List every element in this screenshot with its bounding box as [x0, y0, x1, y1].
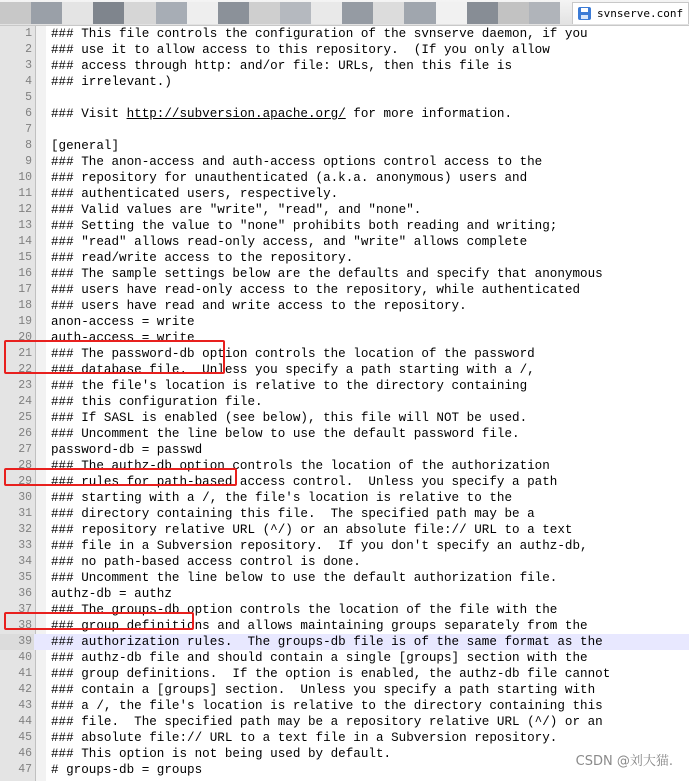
- line-number: 25: [18, 411, 32, 424]
- line-text: password-db = passwd: [51, 443, 203, 457]
- blurred-tab-block: [249, 2, 280, 24]
- line-number: 38: [18, 619, 32, 632]
- line-text: ### use it to allow access to this repository. (If you only allow: [51, 43, 550, 57]
- code-line[interactable]: [0, 234, 689, 250]
- line-text: auth-access = write: [51, 331, 195, 345]
- line-text: ### Valid values are "write", "read", and "none".: [51, 203, 422, 217]
- code-editor[interactable]: [0, 26, 689, 781]
- line-text: ### a /, the file's location is relative to the directory containing this: [51, 699, 603, 713]
- code-line[interactable]: [0, 698, 689, 714]
- line-text: ### irrelevant.): [51, 75, 172, 89]
- line-text: ### users have read and write access to the repository.: [51, 299, 467, 313]
- line-number: 6: [25, 107, 32, 120]
- blurred-tab-block: [0, 2, 31, 24]
- line-number: 9: [25, 155, 32, 168]
- code-line[interactable]: [0, 570, 689, 586]
- blurred-tab-block: [156, 2, 187, 24]
- line-number: 12: [18, 203, 32, 216]
- line-text: ### The authz-db option controls the location of the authorization: [51, 459, 550, 473]
- code-line[interactable]: [0, 314, 689, 330]
- line-number: 32: [18, 523, 32, 536]
- blurred-tab-block: [31, 2, 62, 24]
- line-text: ### group definitions and allows maintaining groups separately from the: [51, 619, 588, 633]
- line-number: 40: [18, 651, 32, 664]
- blurred-tab-block: [342, 2, 373, 24]
- line-number: 24: [18, 395, 32, 408]
- code-line[interactable]: [0, 170, 689, 186]
- highlight-box-authz-db: [4, 612, 194, 630]
- line-text: ### rules for path-based access control. Unless you specify a path: [51, 475, 558, 489]
- line-number: 27: [18, 443, 32, 456]
- line-number: 29: [18, 475, 32, 488]
- code-line[interactable]: [0, 42, 689, 58]
- line-number: 20: [18, 331, 32, 344]
- line-number: 10: [18, 171, 32, 184]
- line-text: ### access through http: and/or file: URLs, then this file is: [51, 59, 513, 73]
- line-number: 30: [18, 491, 32, 504]
- blurred-tab-block: [93, 2, 124, 24]
- line-text: ### authz-db file and should contain a single [groups] section with the: [51, 651, 588, 665]
- code-line[interactable]: [0, 554, 689, 570]
- code-line[interactable]: [0, 634, 689, 650]
- line-text: ### database file. Unless you specify a path starting with a /,: [51, 363, 535, 377]
- line-number: 26: [18, 427, 32, 440]
- code-line[interactable]: [0, 106, 689, 122]
- line-number: 18: [18, 299, 32, 312]
- line-number: 21: [18, 347, 32, 360]
- code-line[interactable]: [0, 650, 689, 666]
- line-text: ### This option is not being used by default.: [51, 747, 392, 761]
- code-line[interactable]: [0, 730, 689, 746]
- line-number: 17: [18, 283, 32, 296]
- blurred-tab-block: [467, 2, 498, 24]
- code-line[interactable]: [0, 586, 689, 602]
- line-text-suffix: for more information.: [345, 107, 513, 121]
- line-text-prefix: ### Visit: [51, 107, 127, 121]
- code-line[interactable]: [0, 202, 689, 218]
- code-line[interactable]: [0, 26, 689, 42]
- line-number: 44: [18, 715, 32, 728]
- line-number: 42: [18, 683, 32, 696]
- line-text: ### authorization rules. The groups-db file is of the same format as the: [51, 635, 603, 649]
- code-line[interactable]: [0, 218, 689, 234]
- line-number: 13: [18, 219, 32, 232]
- save-icon: [578, 7, 591, 20]
- line-text: ### Uncomment the line below to use the default authorization file.: [51, 571, 558, 585]
- code-line[interactable]: [0, 58, 689, 74]
- code-line[interactable]: [0, 506, 689, 522]
- blurred-tab-block: [280, 2, 311, 24]
- line-text: ### Uncomment the line below to use the default password file.: [51, 427, 520, 441]
- line-text: ### directory containing this file. The specified path may be a: [51, 507, 535, 521]
- line-text: ### users have read-only access to the repository, while authenticated: [51, 283, 581, 297]
- line-text: # groups-db = groups: [51, 763, 203, 777]
- line-text: anon-access = write: [51, 315, 195, 329]
- code-line[interactable]: [0, 138, 689, 154]
- line-text: ### The password-db option controls the location of the password: [51, 347, 535, 361]
- line-number: 46: [18, 747, 32, 760]
- line-text: [51, 106, 512, 122]
- editor-lines[interactable]: [0, 26, 689, 778]
- line-number: 8: [25, 139, 32, 152]
- line-text: ### The sample settings below are the defaults and specify that anonymous: [51, 267, 603, 281]
- line-number: 11: [18, 187, 32, 200]
- line-number: 22: [18, 363, 32, 376]
- code-line[interactable]: [0, 714, 689, 730]
- line-text: authz-db = authz: [51, 587, 172, 601]
- code-line[interactable]: [0, 666, 689, 682]
- blurred-tab-block: [187, 2, 218, 24]
- line-number: 28: [18, 459, 32, 472]
- code-line[interactable]: [0, 298, 689, 314]
- code-line[interactable]: [0, 74, 689, 90]
- line-text: ### This file controls the configuration of the svnserve daemon, if you: [51, 27, 588, 41]
- line-number: 23: [18, 379, 32, 392]
- blurred-tab-block: [218, 2, 249, 24]
- line-text: ### no path-based access control is done.: [51, 555, 361, 569]
- blurred-tab-block: [62, 2, 93, 24]
- blurred-tab-block: [311, 2, 342, 24]
- line-text: ### authenticated users, respectively.: [51, 187, 339, 201]
- line-number: 14: [18, 235, 32, 248]
- line-number: 7: [25, 123, 32, 136]
- code-line[interactable]: [0, 186, 689, 202]
- line-number: 43: [18, 699, 32, 712]
- code-line[interactable]: [0, 682, 689, 698]
- line-number: 39: [0, 634, 34, 650]
- line-text: ### repository for unauthenticated (a.k.a. anonymous) users and: [51, 171, 528, 185]
- line-number: 15: [18, 251, 32, 264]
- line-text: ### If SASL is enabled (see below), this file will NOT be used.: [51, 411, 528, 425]
- code-line[interactable]: [0, 122, 689, 138]
- watermark: CSDN @刘大猫.: [575, 754, 673, 769]
- highlight-box-password-db: [4, 468, 237, 486]
- line-text: ### The groups-db option controls the location of the file with the: [51, 603, 558, 617]
- line-text: ### starting with a /, the file's location is relative to the: [51, 491, 513, 505]
- code-line[interactable]: [0, 266, 689, 282]
- line-number: 2: [25, 43, 32, 56]
- line-number: 5: [25, 91, 32, 104]
- line-number: 16: [18, 267, 32, 280]
- line-text: ### absolute file:// URL to a text file in a Subversion repository.: [51, 731, 558, 745]
- blurred-tab-block: [124, 2, 155, 24]
- code-line[interactable]: [0, 90, 689, 106]
- code-line[interactable]: [0, 250, 689, 266]
- line-number: 34: [18, 555, 32, 568]
- line-number: 35: [18, 571, 32, 584]
- tab-bar: [0, 0, 689, 26]
- line-text: ### Setting the value to "none" prohibits both reading and writing;: [51, 219, 558, 233]
- blurred-tabs: [0, 2, 560, 24]
- code-line[interactable]: [0, 538, 689, 554]
- line-text: ### contain a [groups] section. Unless you specify a path starting with: [51, 683, 596, 697]
- code-line[interactable]: [0, 410, 689, 426]
- blurred-tab-block: [404, 2, 435, 24]
- blurred-tab-block: [436, 2, 467, 24]
- code-line[interactable]: [0, 394, 689, 410]
- code-line[interactable]: [0, 378, 689, 394]
- tab-label: svnserve.conf: [597, 7, 684, 20]
- line-text: ### "read" allows read-only access, and "write" allows complete: [51, 235, 528, 249]
- line-number: 1: [25, 27, 32, 40]
- code-line[interactable]: [0, 442, 689, 458]
- line-number: 3: [25, 59, 32, 72]
- line-number: 47: [18, 763, 32, 776]
- line-text: ### this configuration file.: [51, 395, 263, 409]
- line-number: 31: [18, 507, 32, 520]
- line-text: ### The anon-access and auth-access options control access to the: [51, 155, 543, 169]
- line-number: 36: [18, 587, 32, 600]
- code-line[interactable]: [0, 522, 689, 538]
- subversion-url-link[interactable]: http://subversion.apache.org/: [126, 107, 346, 121]
- line-text: ### file in a Subversion repository. If you don't specify an authz-db,: [51, 539, 588, 553]
- line-text: ### read/write access to the repository.: [51, 251, 354, 265]
- tab-svnserve-conf[interactable]: [572, 2, 689, 24]
- blurred-tab-block: [529, 2, 560, 24]
- line-text: [general]: [51, 139, 120, 153]
- code-line[interactable]: [0, 154, 689, 170]
- line-number: 19: [18, 315, 32, 328]
- line-number: 33: [18, 539, 32, 552]
- line-number: 37: [18, 603, 32, 616]
- code-line[interactable]: [0, 282, 689, 298]
- line-text: ### the file's location is relative to the directory containing: [51, 379, 528, 393]
- line-text: ### repository relative URL (^/) or an absolute file:// URL to a text: [51, 523, 573, 537]
- blurred-tab-block: [498, 2, 529, 24]
- line-text: ### file. The specified path may be a repository relative URL (^/) or an: [51, 715, 603, 729]
- line-number: 41: [18, 667, 32, 680]
- line-number: 45: [18, 731, 32, 744]
- highlight-box-access: [4, 340, 225, 374]
- line-text: ### group definitions. If the option is enabled, the authz-db file cannot: [51, 667, 611, 681]
- line-number: 4: [25, 75, 32, 88]
- code-line[interactable]: [0, 426, 689, 442]
- code-line[interactable]: [0, 490, 689, 506]
- blurred-tab-block: [373, 2, 404, 24]
